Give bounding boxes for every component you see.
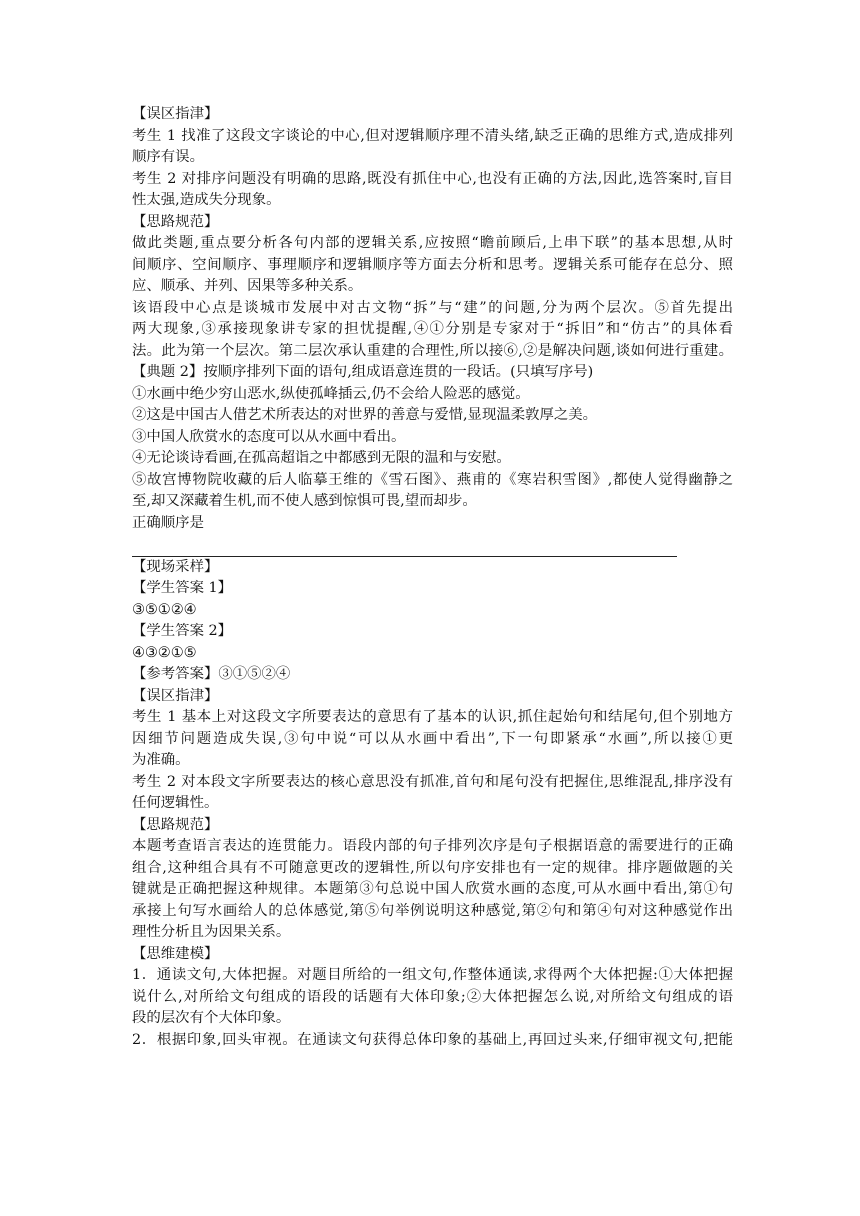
text-line: 做此类题,重点要分析各句内部的逻辑关系,应按照“瞻前顾后,上串下联”的基本思想,从时 (132, 235, 733, 251)
text-line: 正确顺序是 (132, 514, 204, 531)
text-line: 为准确。 (132, 752, 190, 768)
text-line: ④③②①⑤ (132, 644, 197, 661)
text-line: 考生 1 找准了这段文字谈论的中心,但对逻辑顺序理不清头绪,缺乏正确的思维方式,造成排列 (132, 127, 733, 144)
text-line: 考生 1 基本上对这段文字所要表达的意思有了基本的认识,抓住起始句和结尾句,但个别地方 (132, 709, 733, 725)
text-line: 段的层次有个大体印象。 (132, 1010, 291, 1026)
text-line: ③中国人欣赏水的态度可以从水画中看出。 (132, 428, 406, 445)
text-line: 顺序有误。 (132, 149, 204, 165)
text-line: 应、顺承、并列、因果等多种关系。 (132, 278, 363, 294)
text-line: ②这是中国古人借艺术所表达的对世界的善意与爱惜,显现温柔敦厚之美。 (132, 407, 598, 423)
text-line: 说什么,对所给文句组成的语段的话题有大体印象;②大体把握怎么说,对所给文句组成的语 (132, 988, 733, 1005)
text-line: 间顺序、空间顺序、事理顺序和逻辑顺序等方面去分析和思考。逻辑关系可能存在总分、照 (132, 256, 733, 273)
text-line: 【误区指津】 (132, 106, 219, 122)
text-line: 任何逻辑性。 (132, 795, 219, 811)
text-line: 键就是正确把握这种规律。本题第③句总说中国人欣赏水画的态度,可从水画中看出,第①句 (132, 881, 733, 897)
text-line: 【思路规范】 (132, 213, 219, 230)
text-line: 该语段中心点是谈城市发展中对古文物“拆”与“建”的问题,分为两个层次。⑤首先提出 (132, 299, 733, 316)
text-line: 【参考答案】③①⑤②④ (132, 666, 291, 682)
text-line: 两大现象,③承接现象讲专家的担忧提醒,④①分别是专家对于“拆旧”和“仿古”的具体看 (132, 321, 733, 337)
text-line: ①水画中绝少穷山恶水,纵使孤峰插云,仍不会给人险恶的感觉。 (132, 385, 530, 402)
text-line: 1．通读文句,大体把握。对题目所给的一组文句,作整体通读,求得两个大体把握:①大体把握 (132, 967, 733, 983)
text-line: 组合,这种组合具有不可随意更改的逻辑性,所以句序安排也有一定的规律。排序题做题的关 (132, 859, 733, 876)
text-line: 承接上句写水画给人的总体感觉,第⑤句举例说明这种感觉,第②句和第④句对这种感觉作出 (132, 902, 733, 919)
text-line: ⑤故宫博物院收藏的后人临摹王维的《雪石图》、燕甫的《寒岩积雪图》,都使人觉得幽静之 (132, 471, 733, 488)
text-line: 法。此为第一个层次。第二层次承认重建的合理性,所以接⑥,②是解决问题,谈如何进行重建。 (132, 342, 733, 359)
text-section-1 (132, 104, 733, 534)
text-line: 因细节问题造成失误,③句中说“可以从水画中看出”,下一句即紧承“水画”,所以接①更 (132, 730, 733, 747)
text-line: 考生 2 对本段文字所要表达的核心意思没有抓准,首句和尾句没有把握住,思维混乱,排序没有 (132, 773, 733, 790)
text-line: 至,却又深藏着生机,而不使人感到惊惧可畏,望而却步。 (132, 493, 477, 509)
answer-blank-line[interactable] (132, 534, 677, 557)
text-line: 【思路规范】 (132, 816, 219, 833)
text-line: 【误区指津】 (132, 687, 219, 704)
text-line: 【现场采样】 (132, 558, 219, 575)
text-line: 【学生答案 1】 (132, 580, 233, 596)
text-line: 【学生答案 2】 (132, 623, 233, 639)
text-line: 【典题 2】按顺序排列下面的语句,组成语意连贯的一段话。(只填写序号) (132, 364, 594, 380)
text-line: ④无论谈诗看画,在孤高超诣之中都感到无限的温和与安慰。 (132, 450, 511, 466)
text-line: 性太强,造成失分现象。 (132, 192, 281, 208)
text-section-2 (132, 557, 733, 1052)
text-line: ③⑤①②④ (132, 601, 197, 618)
text-line: 考生 2 对排序问题没有明确的思路,既没有抓住中心,也没有正确的方法,因此,选答案时,盲目 (132, 170, 733, 187)
text-line: 2．根据印象,回头审视。在通读文句获得总体印象的基础上,再回过头来,仔细审视文句,把能 (132, 1031, 733, 1048)
text-line: 理性分析且为因果关系。 (132, 924, 291, 940)
text-line: 【思维建模】 (132, 945, 219, 962)
text-line: 本题考查语言表达的连贯能力。语段内部的句子排列次序是句子根据语意的需要进行的正确 (132, 838, 733, 854)
document-page (132, 104, 733, 1051)
